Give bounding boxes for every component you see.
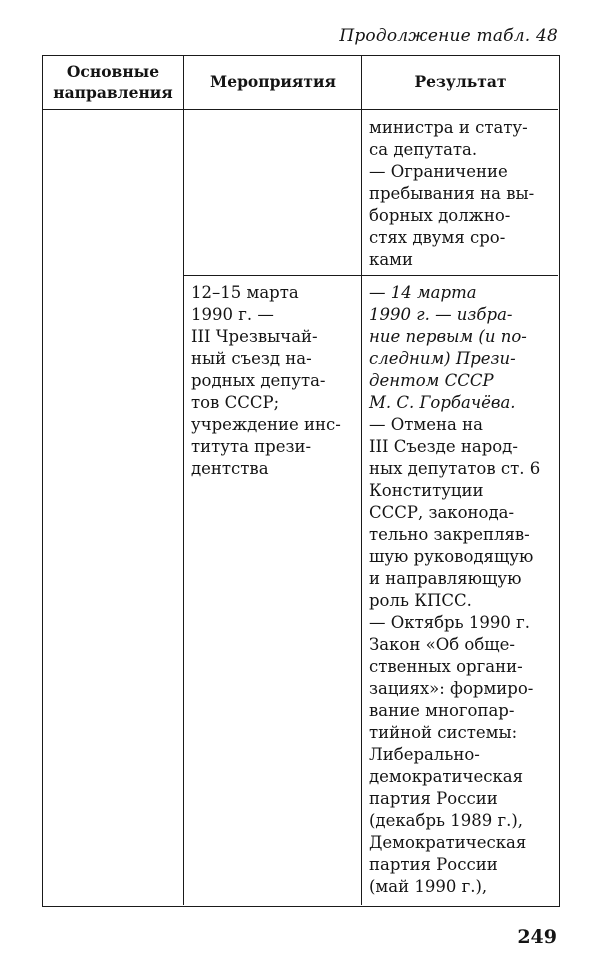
- page-number: 249: [517, 926, 557, 948]
- events-table: [42, 55, 560, 907]
- header-events: Мероприятия: [210, 72, 336, 91]
- row1-result-cell: министра и стату- са депутата. — Ограничение пребывания на вы- борных должно- стях двумя сро- ками: [369, 118, 535, 269]
- table-continuation-caption: Продолжение табл. 48: [339, 26, 558, 46]
- row2-result-italic: — 14 марта 1990 г. — избра- ние первым (и по- следним) Прези- дентом СССР М. С. Горбачёва.: [369, 283, 527, 412]
- row2-result-text: — Отмена на III Съезде народ- ных депутатов ст. 6 Конституции СССР, законода- тельно закрепляв- шую руководящую и направляющую роль КПСС. — Октябрь 1990 г. Закон «Об обще- ственных органи- зациях»: формиро- вание многопар- тийной системы: Либерально- демократическая партия России (декабрь 1989 г.), Демократическая партия России (май 1990 г.),: [369, 415, 541, 896]
- row2-event-cell: 12–15 марта 1990 г. — III Чрезвычай- ный съезд на- родных депута- тов СССР; учреждение инс- титута прези- дентства: [191, 283, 341, 478]
- header-directions: Основные направления: [53, 62, 173, 102]
- column-divider-1: [183, 56, 184, 905]
- header-bottom-line: [43, 109, 558, 110]
- row2-result-cell: [369, 282, 557, 898]
- column-divider-2: [361, 56, 362, 905]
- row-divider: [183, 275, 558, 276]
- header-result: Результат: [414, 72, 507, 91]
